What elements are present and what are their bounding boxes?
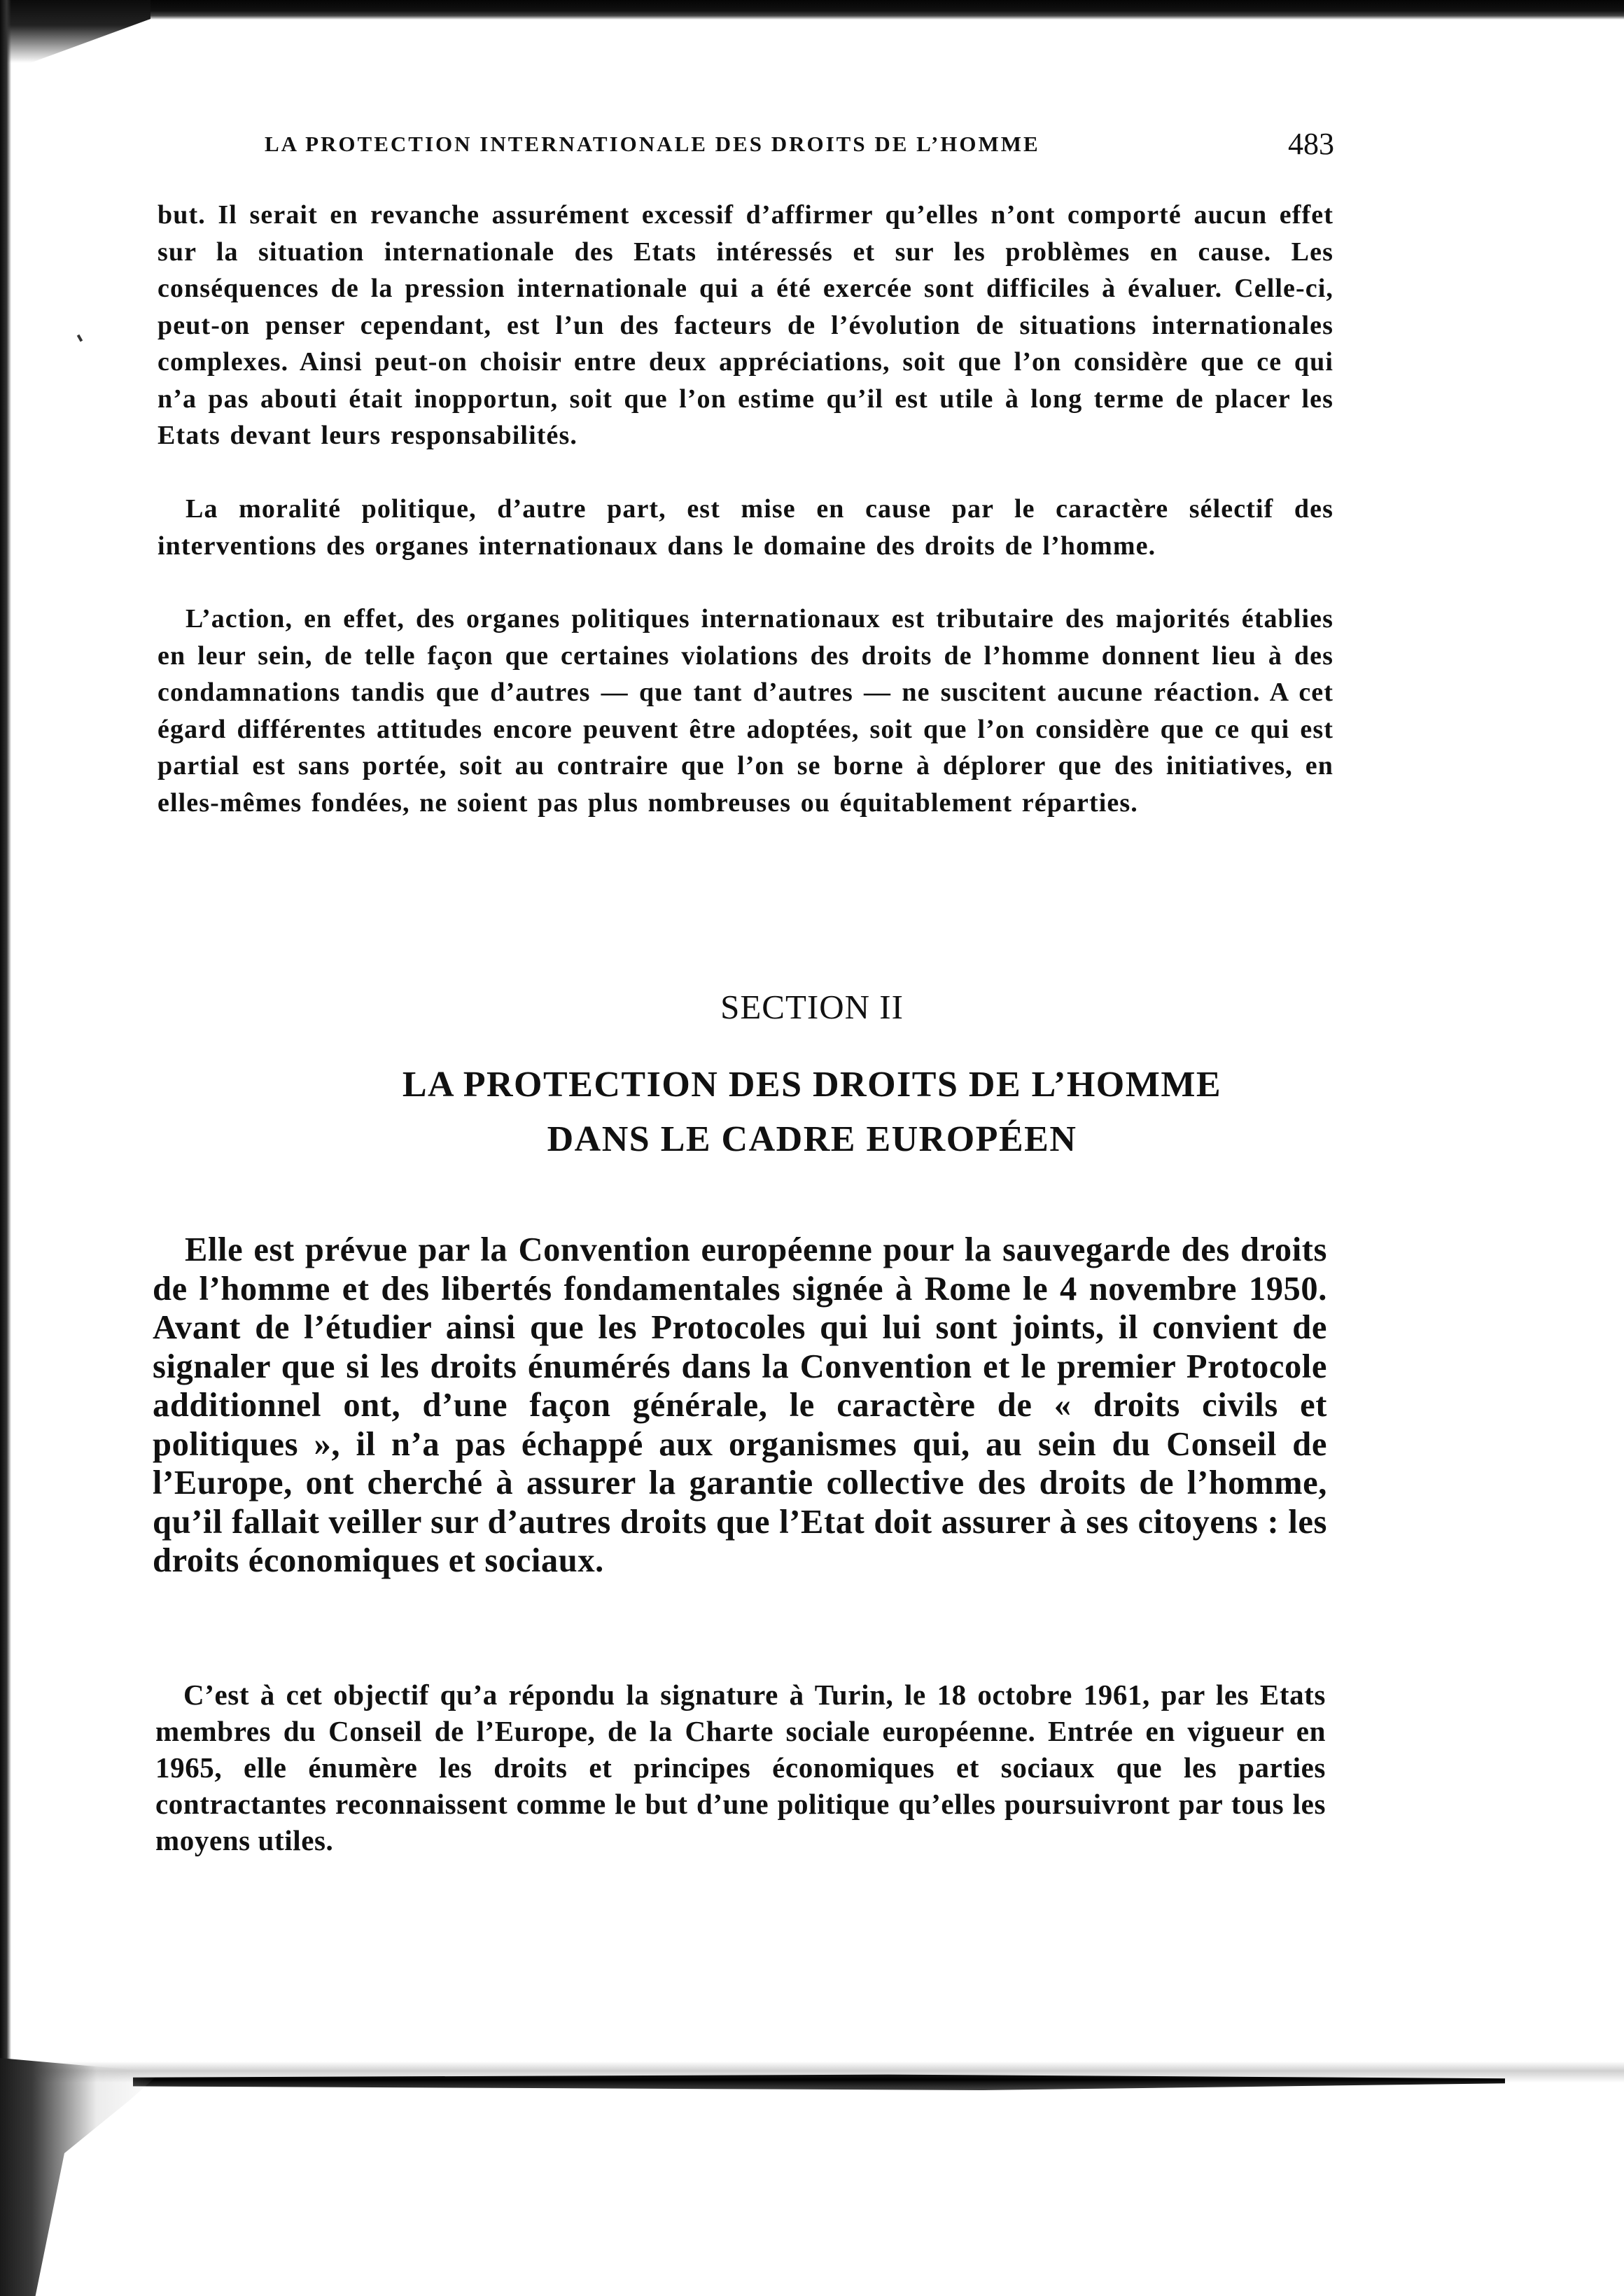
paragraph-consequences: but. Il serait en revanche assurément excessif d’affirmer qu’elles n’ont comporté aucun effet sur la situation internationale des Etats intéressés et sur les problèmes en cause. Les conséquences de la pression internationale qui a été exercée sont difficiles à évaluer. Celle-ci, peut-on penser cependant, est l’un des facteurs de l’évolution de situations internationales complexes. Ainsi peut-on choisir entre deux appréciations, soit que l’on considère que ce qui n’a pas abouti était inopportun, soit que l’on estime qu’il est utile à long terme de placer les Etats devant leurs responsabilités. <box>158 200 1334 450</box>
section-title-line-1: LA PROTECTION DES DROITS DE L’HOMME <box>402 1065 1222 1105</box>
section-label: SECTION II <box>720 988 904 1026</box>
paragraph-charte-sociale: C’est à cet objectif qu’a répondu la signature à Turin, le 18 octobre 1961, par les Etats membres du Conseil de l’Europe, de la Charte sociale européenne. Entrée en vigueur en 1965, elle énumère les droits et principes économiques et sociaux que les parties contractantes reconnaissent comme le but d’une politique qu’elles poursuivront par tous les moyens utiles. <box>155 1679 1326 1856</box>
scan-corner-top-left <box>0 0 150 63</box>
stray-mark <box>77 335 83 342</box>
running-head <box>265 127 1334 165</box>
page-number: 483 <box>1288 127 1334 161</box>
running-head-title: LA PROTECTION INTERNATIONALE DES DROITS DE L’HOMME <box>265 132 1040 156</box>
paragraph-convention-europeenne: Elle est prévue par la Convention européenne pour la sauvegarde des droits de l’homme et des libertés fondamentales signée à Rome le 4 novembre 1950. Avant de l’étudier ainsi que les Protocoles qui lui sont joints, il convient de signaler que si les droits énumérés dans la Convention et le premier Protocole additionnel ont, d’une façon générale, le caractère de « droits civils et politiques », il n’a pas échappé aux organismes qui, au sein du Conseil de l’Europe, ont cherché à assurer la garantie collective des droits de l’homme, qu’il fallait veiller sur d’autres droits que l’Etat doit assurer à ses citoyens : les droits économiques et sociaux. <box>153 1231 1327 1579</box>
scan-edge-top <box>144 0 1624 20</box>
paragraph-moralite-politique: La moralité politique, d’autre part, est mise en cause par le caractère sélectif des interventions des organes internationaux dans le domaine des droits de l’homme. <box>158 494 1334 561</box>
paragraph-action-organes: L’action, en effet, des organes politiques internationaux est tributaire des majorités établies en leur sein, de telle façon que certaines violations des droits de l’homme donnent lieu à des condamnations tandis que d’autres — que tant d’autres — ne suscitent aucune réaction. A cet égard différentes attitudes encore peuvent être adoptées, soit que l’on considère que ce qui est partial est sans portée, soit au contraire que l’on se borne à déplorer que des initiatives, en elles-mêmes fondées, ne soient pas plus nombreuses ou équitablement réparties. <box>158 604 1334 818</box>
scan-edge-bottom <box>0 2062 1624 2296</box>
section-title-line-2: DANS LE CADRE EUROPÉEN <box>547 1119 1077 1159</box>
